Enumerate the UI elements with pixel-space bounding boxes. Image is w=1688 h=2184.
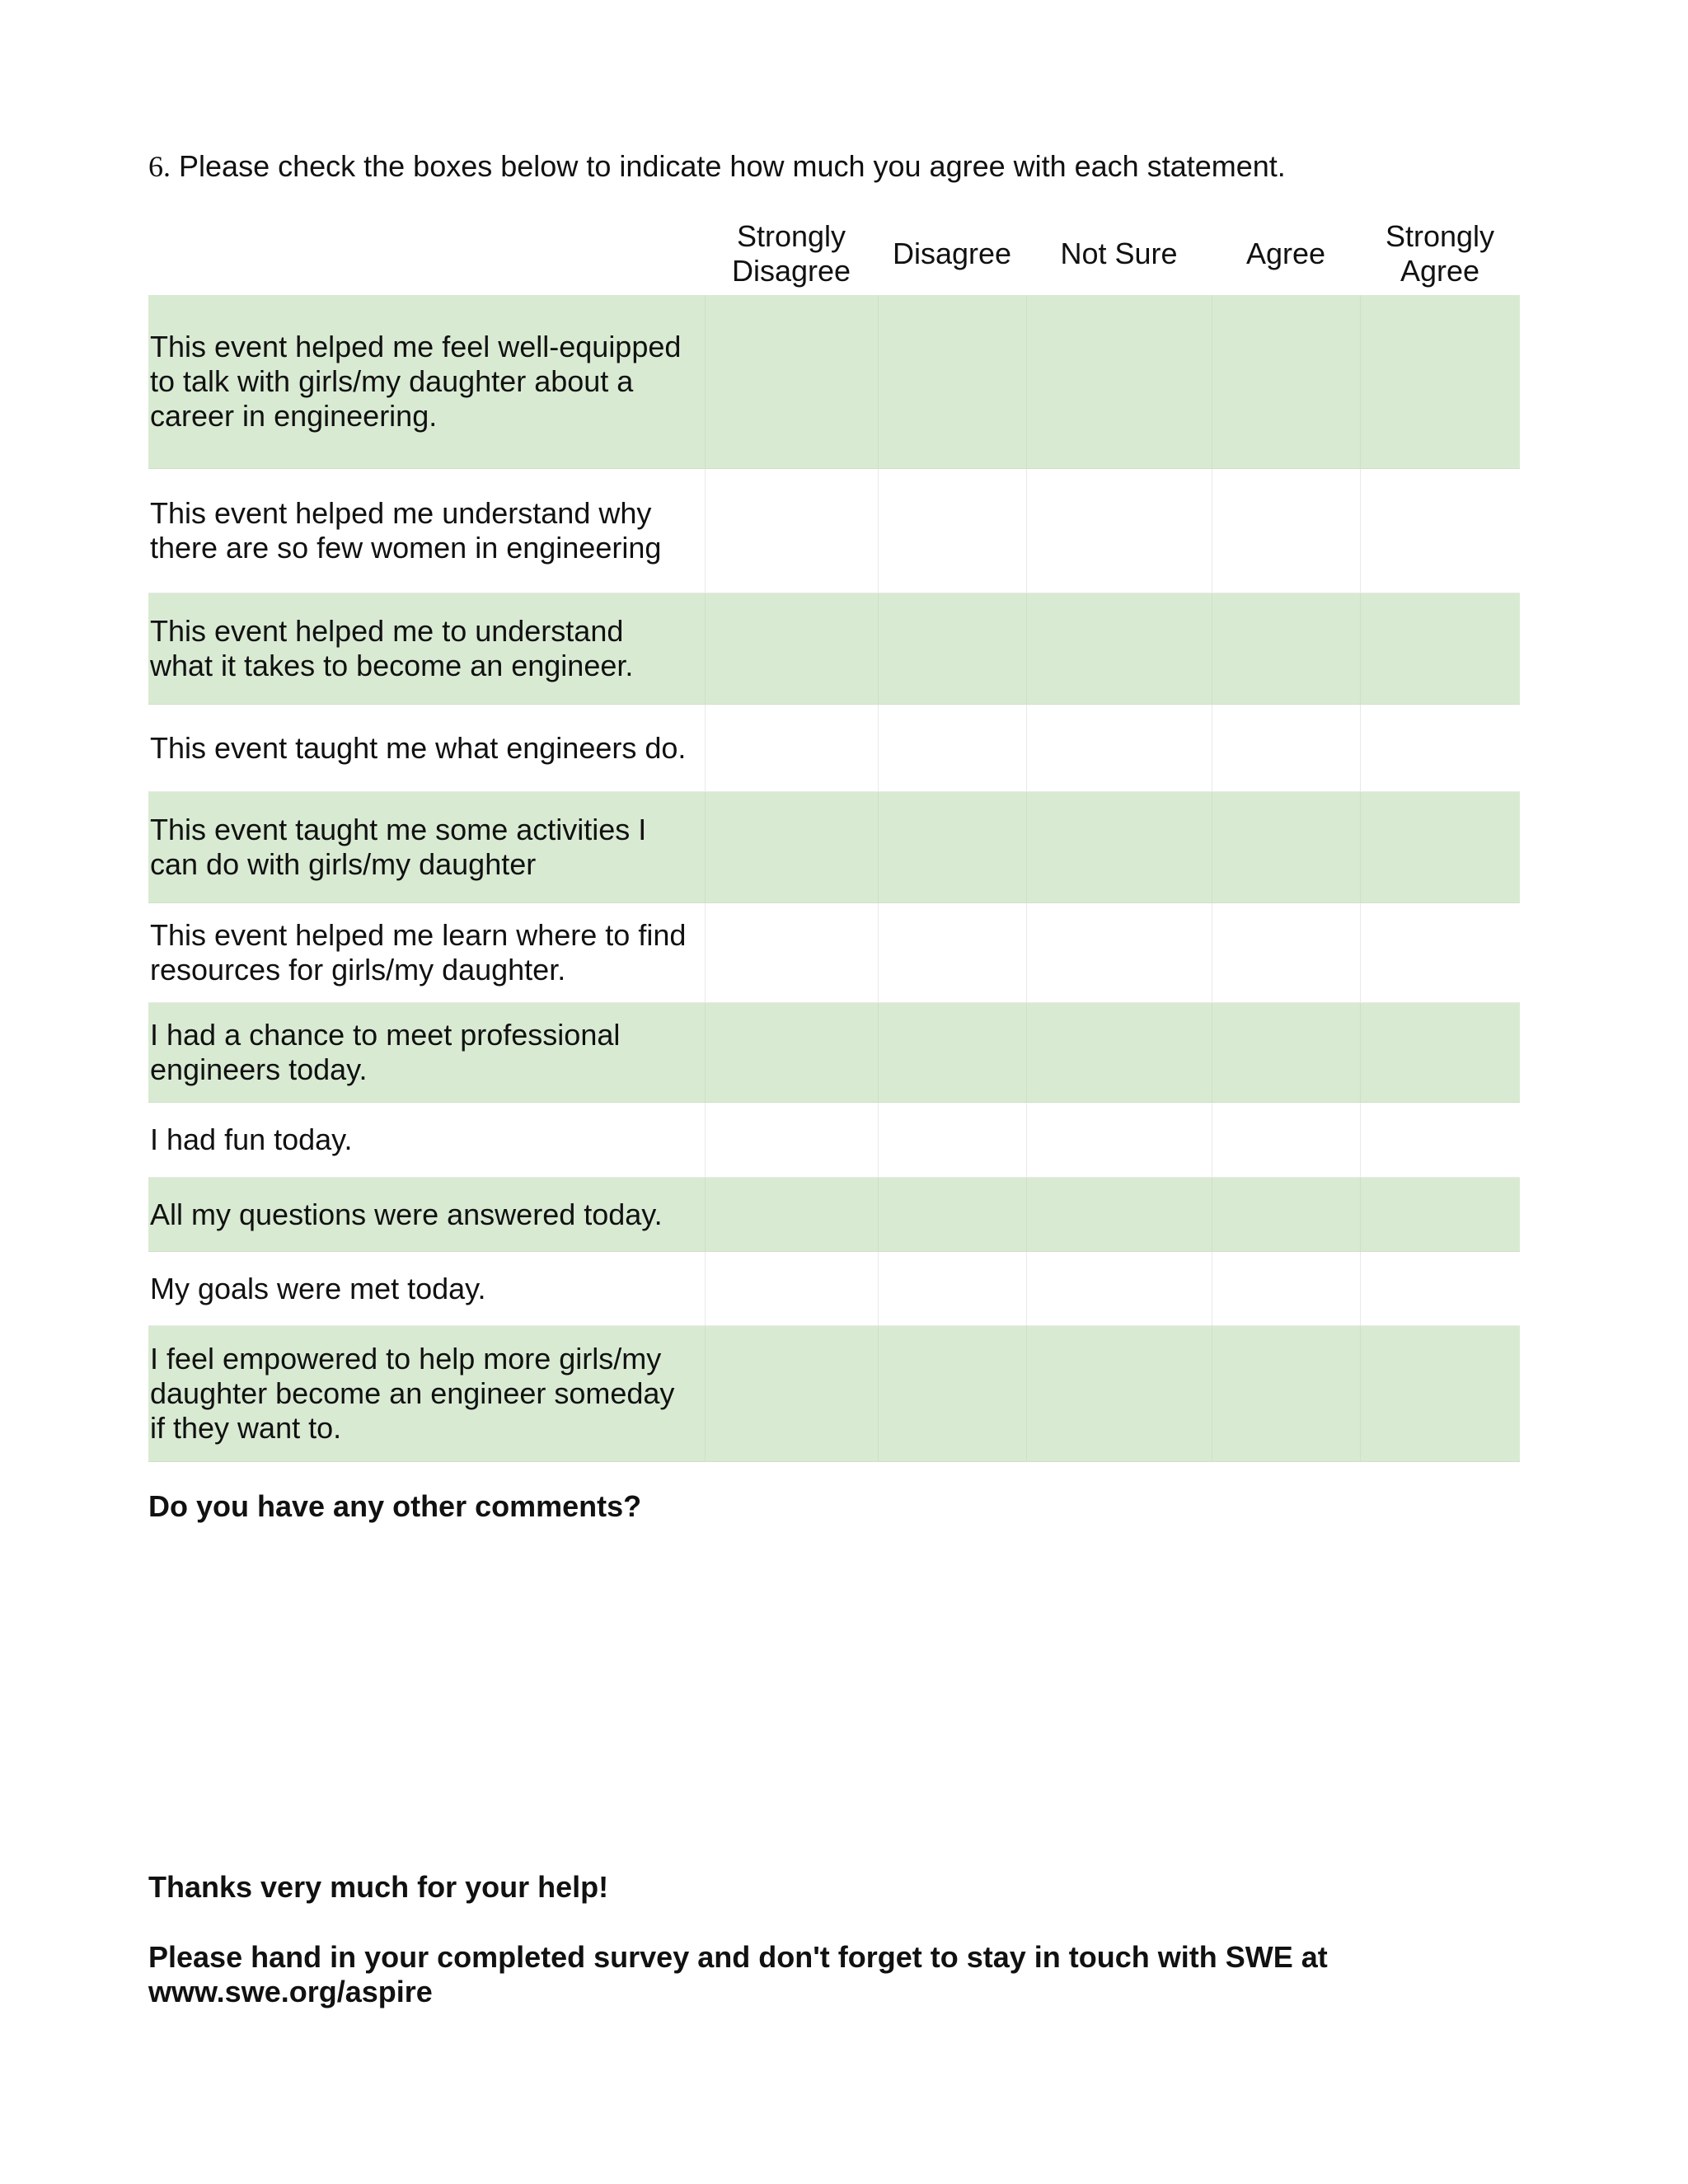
choice-not-sure[interactable] xyxy=(1026,469,1212,593)
swe-aspire-url: www.swe.org/aspire xyxy=(148,1975,433,2008)
statement-line: This event helped me learn where to find xyxy=(150,918,687,952)
choice-disagree[interactable] xyxy=(878,295,1026,469)
header-line: Strongly xyxy=(1385,219,1495,253)
choice-agree[interactable] xyxy=(1212,1003,1360,1103)
statement-row-3 xyxy=(148,593,1520,705)
header-strongly-disagree xyxy=(705,213,878,295)
choice-agree[interactable] xyxy=(1212,469,1360,593)
choice-not-sure[interactable] xyxy=(1026,1103,1212,1178)
choice-strongly-disagree[interactable] xyxy=(705,1003,878,1103)
choice-not-sure[interactable] xyxy=(1026,593,1212,705)
choice-disagree[interactable] xyxy=(878,1178,1026,1252)
header-line: Disagree xyxy=(892,237,1012,270)
header-agree xyxy=(1212,213,1360,295)
question-text: Please check the boxes below to indicate how much you agree with each statement. xyxy=(179,149,1286,183)
statement-line: to talk with girls/my daughter about a xyxy=(150,364,634,398)
statement-row-4 xyxy=(148,705,1520,792)
choice-strongly-agree[interactable] xyxy=(1360,1178,1520,1252)
statement-row-10 xyxy=(148,1252,1520,1326)
statement-line: This event helped me feel well-equipped xyxy=(150,330,682,363)
choice-agree[interactable] xyxy=(1212,903,1360,1003)
choice-strongly-disagree[interactable] xyxy=(705,469,878,593)
statement-line: All my questions were answered today. xyxy=(150,1197,663,1231)
statement-row-2 xyxy=(148,469,1520,593)
choice-disagree[interactable] xyxy=(878,792,1026,903)
statement-line: if they want to. xyxy=(150,1411,342,1445)
choice-disagree[interactable] xyxy=(878,1252,1026,1326)
comments-writing-area[interactable] xyxy=(148,1533,1520,1846)
choice-strongly-agree[interactable] xyxy=(1360,705,1520,792)
statement-row-7 xyxy=(148,1003,1520,1103)
scale-header-row xyxy=(148,213,1520,295)
statement-text xyxy=(148,1326,705,1462)
choice-strongly-disagree[interactable] xyxy=(705,1326,878,1462)
choice-disagree[interactable] xyxy=(878,593,1026,705)
choice-agree[interactable] xyxy=(1212,295,1360,469)
choice-agree[interactable] xyxy=(1212,593,1360,705)
header-line: Agree xyxy=(1245,237,1326,270)
statement-line: This event helped me understand why xyxy=(150,496,652,530)
statement-row-6 xyxy=(148,903,1520,1003)
statement-row-5 xyxy=(148,792,1520,903)
statement-column-header xyxy=(148,213,705,295)
header-not-sure xyxy=(1026,213,1212,295)
choice-disagree[interactable] xyxy=(878,705,1026,792)
statement-line: This event taught me some activities I xyxy=(150,813,647,846)
choice-disagree[interactable] xyxy=(878,1326,1026,1462)
choice-disagree[interactable] xyxy=(878,469,1026,593)
choice-strongly-agree[interactable] xyxy=(1360,1103,1520,1178)
statement-row-1 xyxy=(148,295,1520,469)
header-line: Not Sure xyxy=(1060,237,1178,270)
choice-agree[interactable] xyxy=(1212,705,1360,792)
comments-question: Do you have any other comments? xyxy=(148,1489,642,1523)
question-number: 6. xyxy=(148,150,171,183)
choice-not-sure[interactable] xyxy=(1026,1252,1212,1326)
question-prompt xyxy=(148,148,1286,185)
choice-agree[interactable] xyxy=(1212,1103,1360,1178)
header-line: Disagree xyxy=(731,254,851,288)
statement-line: what it takes to become an engineer. xyxy=(150,649,634,682)
header-line: Agree xyxy=(1400,254,1480,288)
choice-not-sure[interactable] xyxy=(1026,903,1212,1003)
statement-line: can do with girls/my daughter xyxy=(150,847,537,881)
statement-text xyxy=(148,1178,705,1252)
choice-not-sure[interactable] xyxy=(1026,1178,1212,1252)
statement-text xyxy=(148,903,705,1003)
choice-agree[interactable] xyxy=(1212,1252,1360,1326)
statement-text xyxy=(148,593,705,705)
statement-line: I had fun today. xyxy=(150,1122,353,1156)
statement-row-8 xyxy=(148,1103,1520,1178)
choice-strongly-agree[interactable] xyxy=(1360,903,1520,1003)
hand-in-instructions xyxy=(148,1940,1520,2009)
choice-strongly-disagree[interactable] xyxy=(705,792,878,903)
choice-disagree[interactable] xyxy=(878,903,1026,1003)
choice-strongly-disagree[interactable] xyxy=(705,705,878,792)
header-strongly-agree xyxy=(1360,213,1520,295)
choice-agree[interactable] xyxy=(1212,792,1360,903)
statement-line: I feel empowered to help more girls/my xyxy=(150,1342,662,1376)
choice-not-sure[interactable] xyxy=(1026,705,1212,792)
choice-disagree[interactable] xyxy=(878,1003,1026,1103)
thanks-message: Thanks very much for your help! xyxy=(148,1870,609,1904)
choice-not-sure[interactable] xyxy=(1026,1326,1212,1462)
agreement-matrix xyxy=(148,213,1520,1462)
statement-line: This event taught me what engineers do. xyxy=(150,730,687,765)
statement-text xyxy=(148,1252,705,1326)
choice-not-sure[interactable] xyxy=(1026,792,1212,903)
header-line: Strongly xyxy=(736,219,846,253)
statement-line: daughter become an engineer someday xyxy=(150,1376,675,1410)
choice-strongly-disagree[interactable] xyxy=(705,593,878,705)
statement-line: engineers today. xyxy=(150,1052,368,1086)
choice-strongly-agree[interactable] xyxy=(1360,792,1520,903)
statement-line: I had a chance to meet professional xyxy=(150,1018,621,1052)
choice-strongly-disagree[interactable] xyxy=(705,1252,878,1326)
statement-line: This event helped me to understand xyxy=(150,614,624,648)
choice-agree[interactable] xyxy=(1212,1178,1360,1252)
choice-not-sure[interactable] xyxy=(1026,1003,1212,1103)
statement-text xyxy=(148,705,705,792)
statement-line: My goals were met today. xyxy=(150,1271,486,1305)
statement-row-9 xyxy=(148,1178,1520,1252)
statement-row-11 xyxy=(148,1326,1520,1462)
statement-text xyxy=(148,1103,705,1178)
statement-text xyxy=(148,1003,705,1103)
choice-strongly-agree[interactable] xyxy=(1360,593,1520,705)
statement-line: there are so few women in engineering xyxy=(150,531,662,565)
choice-strongly-agree[interactable] xyxy=(1360,295,1520,469)
choice-strongly-agree[interactable] xyxy=(1360,1326,1520,1462)
choice-strongly-agree[interactable] xyxy=(1360,1252,1520,1326)
choice-strongly-disagree[interactable] xyxy=(705,295,878,469)
choice-strongly-disagree[interactable] xyxy=(705,903,878,1003)
header-disagree xyxy=(878,213,1026,295)
statement-line: career in engineering. xyxy=(150,399,438,433)
choice-strongly-agree[interactable] xyxy=(1360,1003,1520,1103)
statement-line: resources for girls/my daughter. xyxy=(150,953,566,987)
statement-text xyxy=(148,792,705,903)
statement-text xyxy=(148,469,705,593)
choice-strongly-agree[interactable] xyxy=(1360,469,1520,593)
choice-disagree[interactable] xyxy=(878,1103,1026,1178)
choice-strongly-disagree[interactable] xyxy=(705,1178,878,1252)
statement-text xyxy=(148,295,705,469)
choice-strongly-disagree[interactable] xyxy=(705,1103,878,1178)
hand-in-line: Please hand in your completed survey and don't forget to stay in touch with SWE at xyxy=(148,1940,1328,1974)
choice-agree[interactable] xyxy=(1212,1326,1360,1462)
choice-not-sure[interactable] xyxy=(1026,295,1212,469)
